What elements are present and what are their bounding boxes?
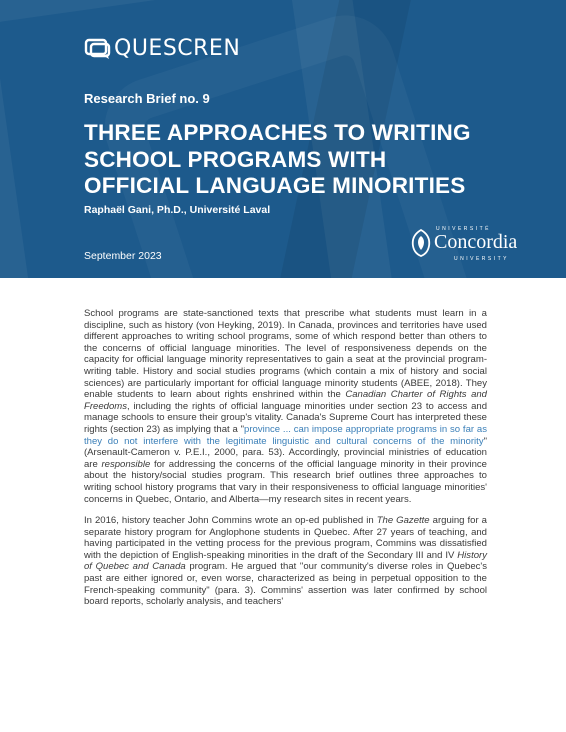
brief-number: Research Brief no. 9 [84, 91, 210, 106]
title-line: OFFICIAL LANGUAGE MINORITIES [84, 173, 466, 198]
text-run: arguing for a separate history program for Anglophone students in Quebec. After 27 years of teaching, and having participated in the vetting process for the previous program, Commins was dissatisfied with the depiction of English-speaking minorities in the draft of the Secondary III and IV [84, 515, 487, 561]
body-text [84, 308, 487, 618]
title-line: SCHOOL PROGRAMS WITH [84, 146, 387, 172]
text-run: School programs are state-sanctioned texts that prescribe what students must learn in a discipline, such as history (von Heyking, 2019). In Canada, provinces and territories have used different approaches to writing school programs, some of which respond better than others to the concerns of official language minorities. The level of responsiveness depends on the capacity for official language minority representatives to gain a seat at the provincial program-writing table. History and social studies programs (which contain a mix of history and social sciences) are particularly important for official language minority students (ABEE, 2018). They enable students to learn about rights enshrined within the [84, 308, 487, 401]
concordia-name: Concordia [434, 231, 518, 253]
text-run: , including the rights of official language minorities under section 23 to access and manage schools to ensure their group's vitality. Canada's Supreme Court has interpreted these rights (section 23) as implying that a " [84, 400, 487, 435]
paragraph [84, 515, 487, 608]
header-banner [0, 0, 566, 278]
concordia-logo [410, 226, 530, 264]
publication-date: September 2023 [84, 250, 162, 262]
author-line: Raphaël Gani, Ph.D., Université Laval [84, 204, 271, 216]
program-title: History of Quebec and Canada [84, 549, 487, 573]
title-line: THREE APPROACHES TO WRITING [84, 120, 471, 145]
concordia-emblem-icon [410, 228, 432, 258]
text-run: " (Arsenault-Cameron v. P.E.I., 2000, para. 53). Accordingly, provincial ministries of education are [84, 435, 487, 470]
publication-title: The Gazette [376, 515, 430, 527]
paragraph [84, 308, 487, 505]
text-run: program. He argued that "our community's diverse roles in Quebec's past are either ignored or, even worse, characterized as being in perpetual opposition to the French-speaking community" (para. 3). Commins' assertion was later confirmed by school board reports, scholarly analysis, and teachers' [84, 561, 487, 608]
emphasis: responsible [101, 458, 151, 470]
concordia-universite: UNIVERSITÉ [436, 226, 492, 232]
speech-bubble-icon [84, 38, 112, 60]
text-run: In 2016, history teacher John Commins wrote an op-ed published in [84, 515, 377, 527]
concordia-university: UNIVERSITY [454, 256, 510, 262]
court-quote: province ... can impose appropriate programs in so far as they do not interfere with the legitimate linguistic and cultural concerns of the minority [84, 423, 487, 447]
text-run: for addressing the concerns of the official language minority in their province about the history/social studies program. This research brief outlines three approaches to writing school history programs that vary in their responsiveness to official language minorities' concerns in Quebec, Ontario, and Alberta—my research sites in recent years. [84, 458, 487, 505]
charter-title: Canadian Charter of Rights and Freedoms [84, 389, 487, 412]
page-title [84, 120, 554, 200]
quescren-logo [84, 36, 240, 61]
logo-text: QUESCREN [114, 36, 241, 61]
